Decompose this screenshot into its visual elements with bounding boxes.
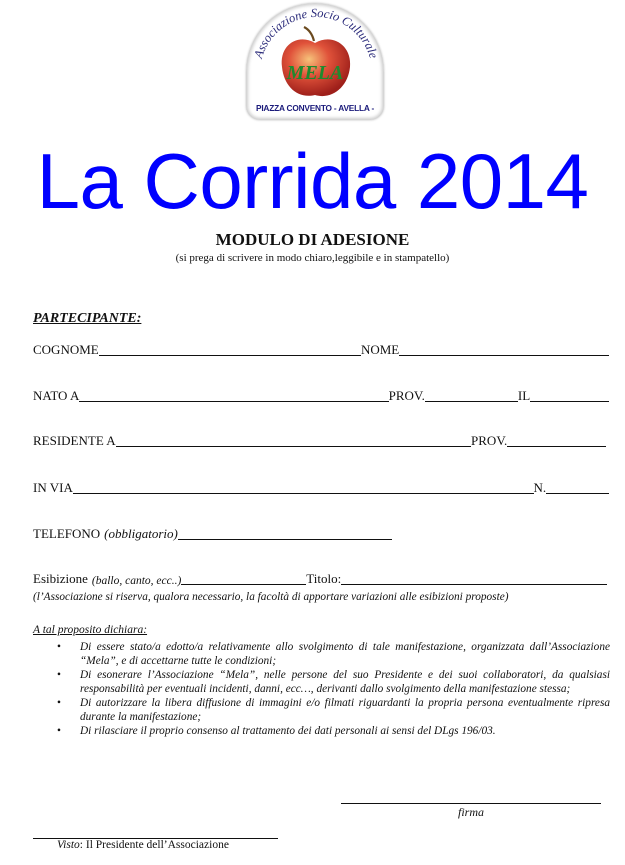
residente-a-field[interactable] <box>116 433 471 447</box>
prov-birth-field[interactable] <box>425 388 518 402</box>
signature-label: firma <box>457 805 484 819</box>
nome-label: NOME <box>360 342 400 357</box>
nato-a-field[interactable] <box>79 388 388 402</box>
row-phone <box>33 524 392 542</box>
form-subtitle: MODULO DI ADESIONE <box>215 230 410 249</box>
association-logo <box>246 3 384 120</box>
president-label <box>57 839 229 851</box>
residente-a-label: RESIDENTE A <box>33 433 116 448</box>
esibizione-label: Esibizione <box>33 571 88 586</box>
numero-field[interactable] <box>546 480 609 494</box>
numero-label: N. <box>533 480 547 495</box>
form-instructions: (si prega di scrivere in modo chiaro,leggibile e in stampatello) <box>175 252 450 264</box>
telefono-label: TELEFONO <box>33 526 101 541</box>
apple-icon <box>246 3 384 120</box>
participant-heading: PARTECIPANTE: <box>33 311 142 326</box>
esibizione-note: (ballo, canto, ecc..) <box>91 575 182 587</box>
declaration-heading: A tal proposito dichiara: <box>33 624 148 636</box>
nato-a-label: NATO A <box>33 388 80 403</box>
birth-date-field[interactable] <box>530 388 609 402</box>
prov-birth-label: PROV. <box>388 388 425 403</box>
titolo-field[interactable] <box>341 571 607 585</box>
row-name <box>33 340 609 358</box>
declaration-list <box>33 640 610 738</box>
prov-residence-field[interactable] <box>507 433 606 447</box>
cognome-label: COGNOME <box>33 342 99 357</box>
cognome-field[interactable] <box>99 342 361 356</box>
visto-prefix: Visto <box>57 839 80 851</box>
prov-residence-label: PROV. <box>471 433 508 448</box>
in-via-field[interactable] <box>73 480 534 494</box>
esibizione-field[interactable] <box>181 571 306 585</box>
in-via-label: IN VIA <box>33 480 73 495</box>
visto-text: : Il Presidente dell’Associazione <box>79 839 229 851</box>
row-birth <box>33 386 609 404</box>
logo-address: PIAZZA CONVENTO - AVELLA - <box>255 103 375 113</box>
nome-field[interactable] <box>399 342 609 356</box>
logo-arc-text: Associazione Socio Culturale <box>251 5 381 60</box>
declaration-item: • Di esonerare l’Associazione “Mela”, nelle persone del suo Presidente e dei suoi collaboratori, da qualsiasi responsabilità per eventuali incidenti, danni, ecc…, derivanti dallo svolgimento della manifestazione stessa; <box>33 668 610 696</box>
logo-name: MELA <box>286 62 344 84</box>
row-address <box>33 478 609 496</box>
telefono-note: (obbligatorio) <box>104 526 178 541</box>
il-label: IL <box>517 388 531 403</box>
reservation-note: (l’Associazione si riserva, qualora necessario, la facoltà di apportare variazioni alle esibizioni proposte) <box>33 591 509 603</box>
row-residence <box>33 431 606 449</box>
telefono-field[interactable] <box>178 526 392 540</box>
titolo-label: Titolo: <box>306 571 342 586</box>
page-title: La Corrida 2014 <box>36 137 589 225</box>
row-performance <box>33 569 607 587</box>
declaration-item: • Di essere stato/a edotto/a relativamente allo svolgimento di tale manifestazione, organizzata dall’Associazione “Mela”, e di accettarne tutte le condizioni; <box>33 640 610 668</box>
signature-line[interactable] <box>341 803 601 804</box>
declaration-item: • Di rilasciare il proprio consenso al trattamento dei dati personali ai sensi del DLgs 196/03. <box>33 724 610 738</box>
declaration-item: • Di autorizzare la libera diffusione di immagini e/o filmati riguardanti la propria persona eventualmente ripresa durante la manifestazione; <box>33 696 610 724</box>
